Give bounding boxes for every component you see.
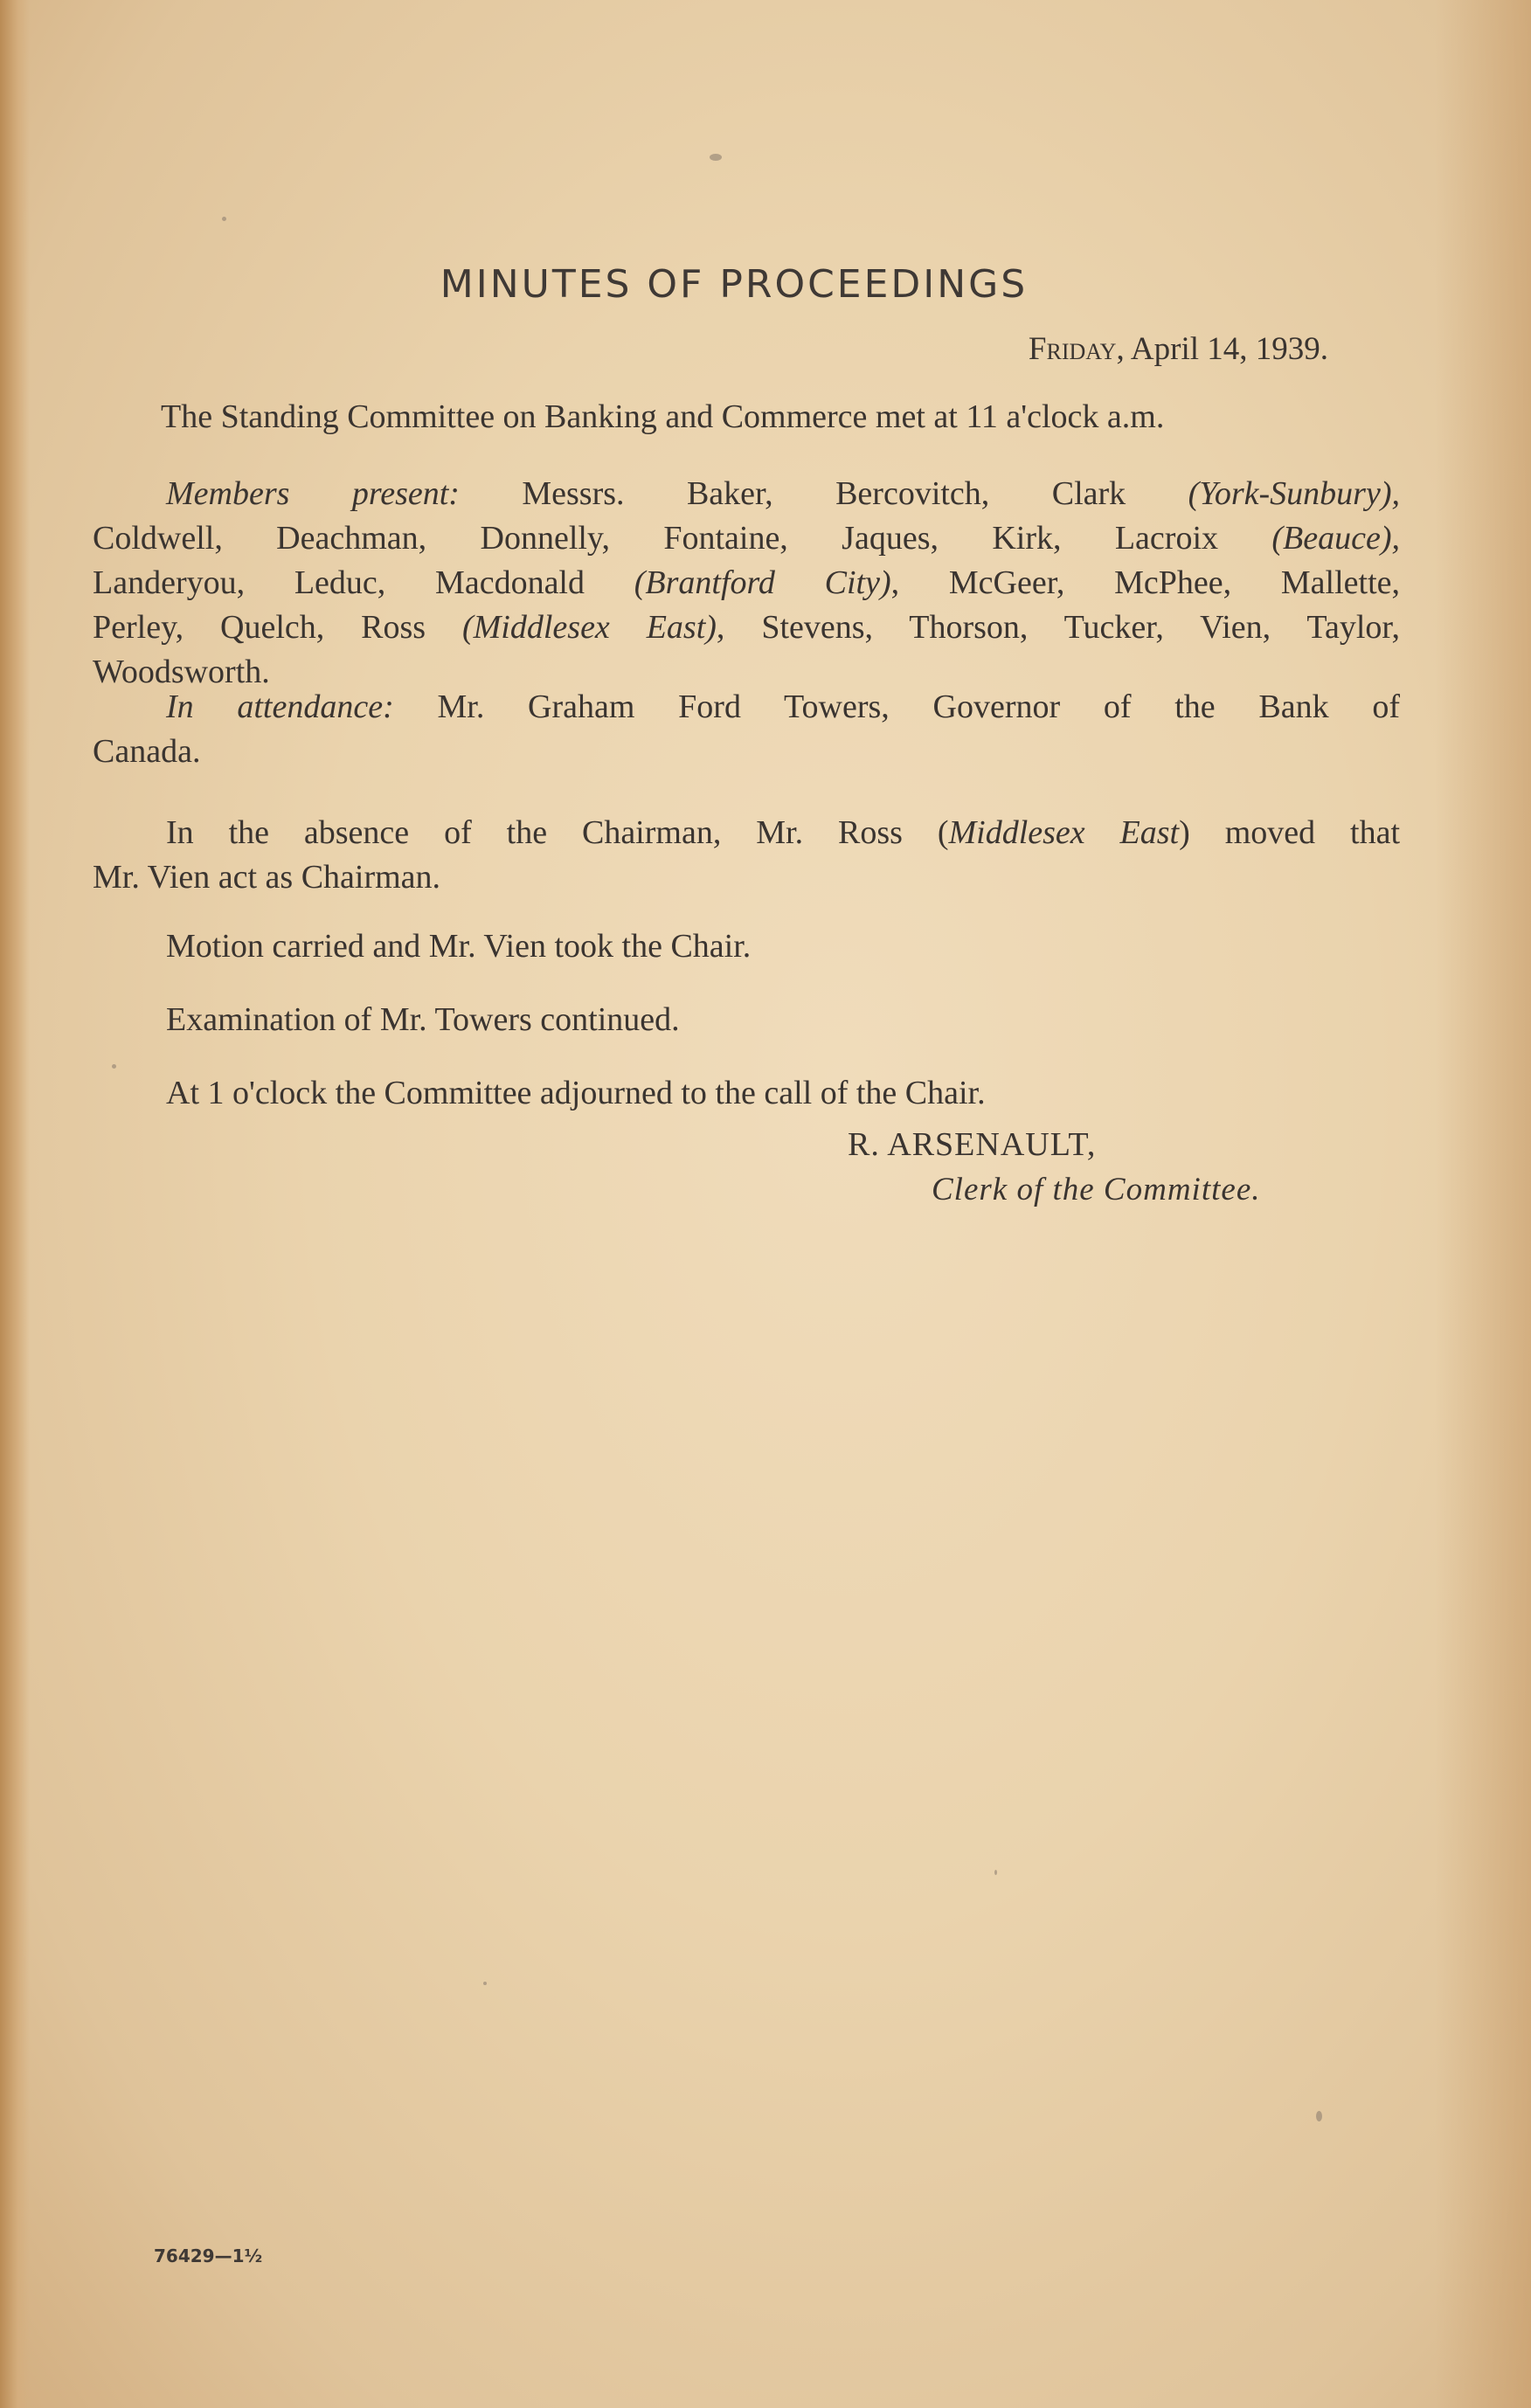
meeting-weekday: Friday — [1028, 331, 1117, 367]
meeting-date-rest: , April 14, 1939. — [1116, 331, 1328, 367]
attendance-label: In attendance: — [166, 688, 394, 725]
meeting-date — [900, 330, 1328, 368]
members-line-1: Members present: Messrs. Baker, Bercovitch, Clark (York-Sunbury), — [166, 475, 1400, 512]
members-line-3: Landeryou, Leduc, Macdonald (Brantford City), McGeer, McPhee, Mallette, — [93, 564, 1400, 601]
carried-paragraph: Motion carried and Mr. Vien took the Chair. — [166, 928, 752, 965]
motion-line-1: In the absence of the Chairman, Mr. Ross (Middlesex East) moved that — [166, 814, 1401, 851]
printer-code: 76429—1½ — [154, 2245, 263, 2266]
attendance-line-1: In attendance: Mr. Graham Ford Towers, Governor of the Bank of — [166, 688, 1400, 725]
examination-paragraph: Examination of Mr. Towers continued. — [166, 1001, 680, 1038]
paper-speck — [222, 217, 226, 221]
opening-paragraph — [161, 395, 1398, 439]
page-edge-right — [1435, 0, 1531, 2408]
members-paragraph — [93, 472, 1400, 695]
members-line-5: Woodsworth. — [93, 654, 270, 690]
attendance-line-2: Canada. — [93, 733, 201, 770]
members-label: Members present: — [166, 475, 460, 512]
paper-speck — [112, 1064, 116, 1069]
document-title: MINUTES OF PROCEEDINGS — [440, 262, 1029, 307]
paper-speck — [483, 1982, 487, 1985]
paper-speck — [994, 1870, 997, 1875]
motion-line-2: Mr. Vien act as Chairman. — [93, 859, 441, 896]
members-line-2: Coldwell, Deachman, Donnelly, Fontaine, Jaques, Kirk, Lacroix (Beauce), — [93, 520, 1400, 557]
adjourned-paragraph: At 1 o'clock the Committee adjourned to the call of the Chair. — [166, 1075, 986, 1111]
signature-title: Clerk of the Committee. — [932, 1172, 1261, 1207]
members-line-4: Perley, Quelch, Ross (Middlesex East), Stevens, Thorson, Tucker, Vien, Taylor, — [93, 609, 1401, 646]
motion-paragraph — [93, 811, 1400, 900]
paper-speck — [1316, 2111, 1322, 2121]
signature-name: R. ARSENAULT, — [848, 1126, 1097, 1163]
opening-text: The Standing Committee on Banking and Commerce met at 11 a'clock a.m. — [161, 398, 1165, 435]
paper-speck — [710, 154, 722, 161]
attendance-paragraph — [93, 685, 1400, 774]
page-edge-left — [0, 0, 30, 2408]
